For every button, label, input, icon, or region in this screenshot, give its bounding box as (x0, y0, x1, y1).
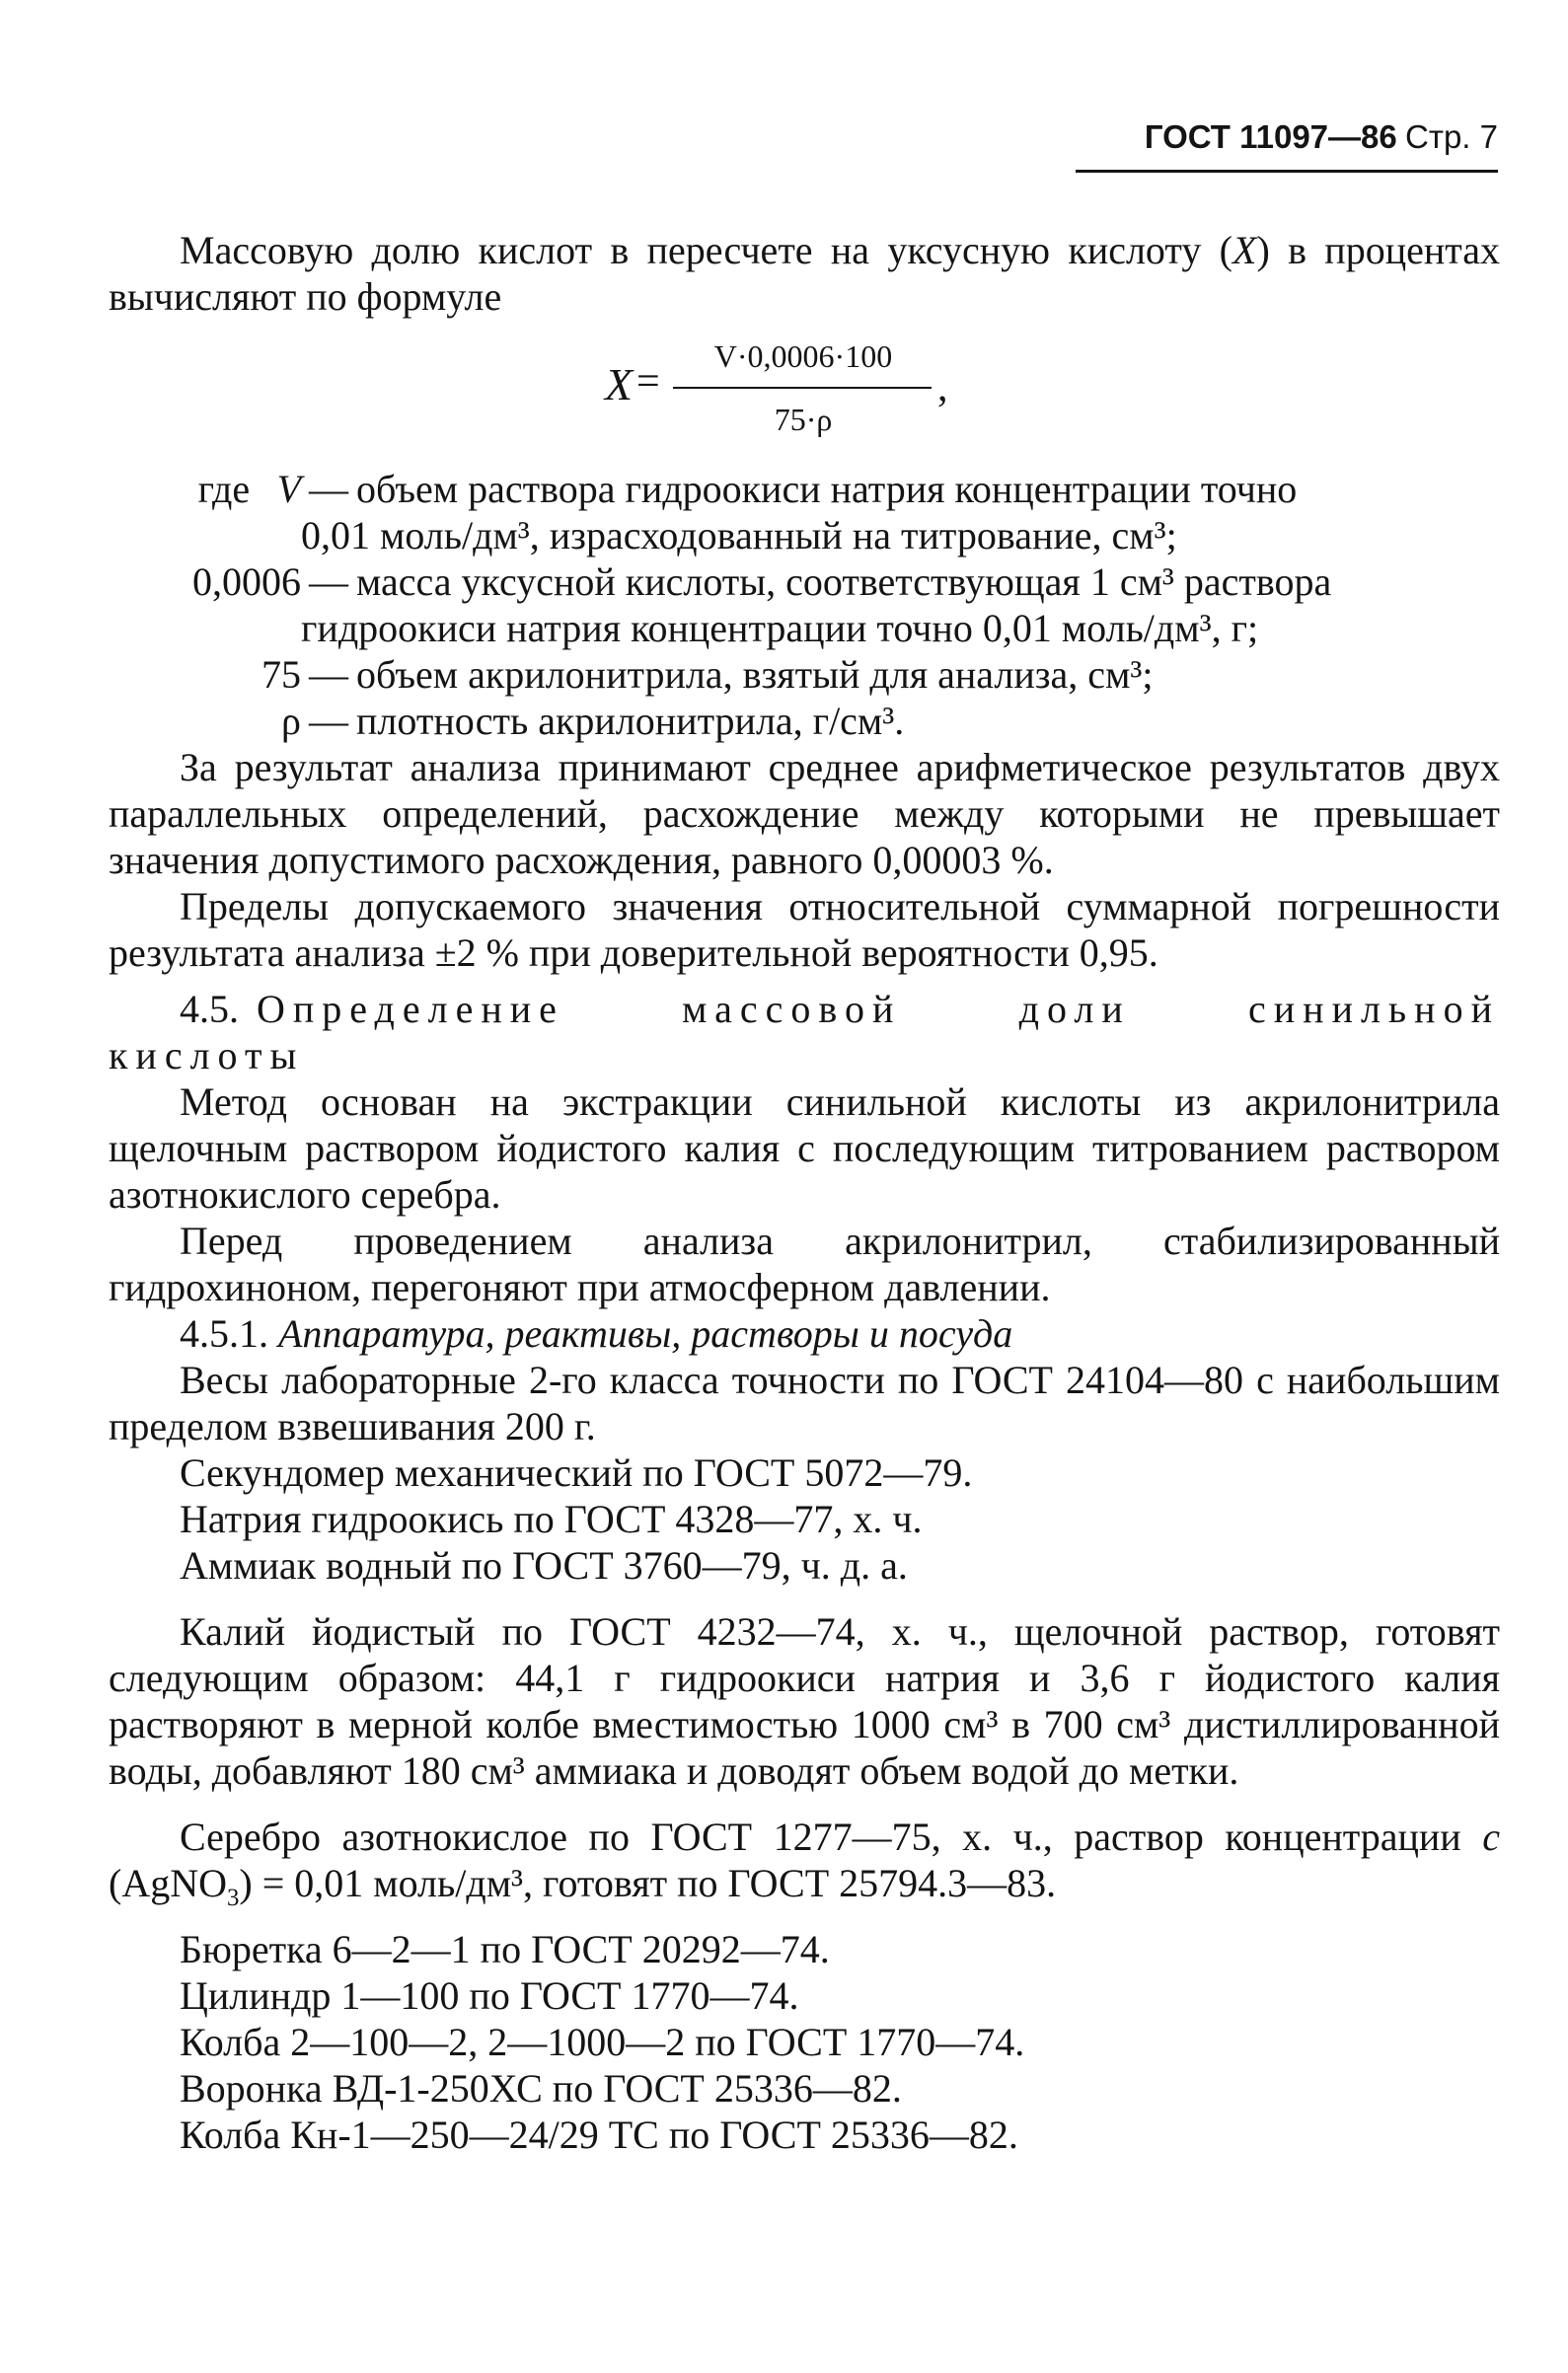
section-title-word: Определение (257, 987, 564, 1031)
item-sekundomer: Секундомер механический по ГОСТ 5072—79. (180, 1450, 973, 1495)
page-header (1076, 118, 1498, 180)
legend-row-rho: ρ — плотность акрилонитрила, г/см³. (109, 698, 1500, 744)
formula-comma: , (937, 365, 948, 410)
legend-text: плотность акрилонитрила, г/см³. (356, 699, 905, 743)
item-vesy: Весы лабораторные 2-го класса точности по ГОСТ 24104—80 с наибольшим пределом взвешивания 200 г. (109, 1358, 1500, 1448)
item-kaliy: Калий йодистый по ГОСТ 4232—74, х. ч., щелочной раствор, готовят следующим образом: 44,1 г гидроокиси натрия и 3,6 г йодистого калия растворяют в мерной колбе вместимостью 1000 см³ в 700 см³ дистиллированной воды, добавляют 180 см³ аммиака и доводят объем водой до метки. (109, 1609, 1500, 1793)
fraction-bar (673, 387, 932, 389)
item-serebro: Серебро азотнокислое по ГОСТ 1277—75, х. ч., раствор концентрации c (AgNO$_3$) = 0,01 моль/дм³, готовят по ГОСТ 25794.3—83. (109, 1815, 1500, 1911)
intro-paragraph: Массовую долю кислот в пересчете на уксусную кислоту (X) в процентах вычисляют по формуле (109, 228, 1500, 319)
legend-row-v: где V — объем раствора гидроокиси натрия концентрации точно (109, 466, 1500, 512)
formula-equals: = (636, 359, 660, 405)
item-natriy: Натрия гидроокись по ГОСТ 4328—77, х. ч. (180, 1497, 923, 1541)
legend-row-75: 75 — объем акрилонитрила, взятый для анализа, см³; (109, 651, 1500, 698)
formula-lhs: X (605, 359, 634, 409)
legend-where: где (197, 467, 251, 511)
legend-symbol: 0,0006 (192, 559, 301, 604)
section-title-word: массовой (682, 987, 902, 1031)
formula-legend (109, 466, 1500, 744)
legend-symbol: 75 (261, 652, 301, 697)
formula-denominator: 75·ρ (774, 402, 833, 437)
item-voronka: Воронка ВД-1-250ХС по ГОСТ 25336—82. (180, 2066, 902, 2111)
paragraph-method: Метод основан на экстракции синильной кислоты из акрилонитрила щелочным раствором йодистого калия с последующим титрованием раствором азотнокислого серебра. (109, 1079, 1500, 1217)
paragraph-before: Перед проведением анализа акрилонитрил, стабилизированный гидрохиноном, перегоняют при атмосферном давлении. (109, 1219, 1500, 1309)
section-4-5-1-heading (109, 1310, 1500, 1357)
section-number: 4.5. (180, 987, 239, 1031)
doc-code: ГОСТ 11097—86 (1144, 118, 1397, 155)
formula (109, 334, 1500, 454)
section-title: Аппаратура, реактивы, растворы и посуда (278, 1311, 1013, 1356)
item-tsilindr: Цилиндр 1—100 по ГОСТ 1770—74. (180, 1973, 799, 2018)
legend-row-mass: 0,0006 — масса уксусной кислоты, соответствующая 1 см³ раствора (109, 558, 1500, 605)
header-rule (1076, 170, 1498, 173)
header-text (1145, 118, 1498, 157)
legend-continuation: 0,01 моль/дм³, израсходованный на титрование, см³; (301, 513, 1177, 557)
legend-continuation: гидроокиси натрия концентрации точно 0,01 моль/дм³, г; (301, 606, 1259, 650)
legend-text: объем акрилонитрила, взятый для анализа, см³; (356, 652, 1154, 697)
item-ammiak: Аммиак водный по ГОСТ 3760—79, ч. д. а. (180, 1543, 908, 1588)
legend-symbol: V (276, 467, 301, 511)
legend-text: масса уксусной кислоты, соответствующая 1 см³ раствора (356, 559, 1332, 604)
item-kolba-2: Колба Кн-1—250—24/29 ТС по ГОСТ 25336—82. (180, 2113, 1018, 2157)
paragraph-result: За результат анализа принимают среднее арифметическое результатов двух параллельных определений, расхождение между которыми не превышает значения допустимого расхождения, равного 0,00003 %. (109, 745, 1500, 882)
section-title-word: доли (1018, 987, 1131, 1031)
item-byuretka: Бюретка 6—2—1 по ГОСТ 20292—74. (180, 1927, 830, 1971)
item-kolba-1: Колба 2—100—2, 2—1000—2 по ГОСТ 1770—74. (180, 2020, 1025, 2064)
section-number: 4.5.1. (180, 1311, 268, 1356)
section-title-word: синильной (1248, 987, 1500, 1031)
legend-text: объем раствора гидроокиси натрия концентрации точно (356, 467, 1298, 511)
formula-numerator: V·0,0006·100 (713, 338, 893, 374)
legend-symbol: ρ (281, 699, 301, 743)
page-number: Стр. 7 (1405, 118, 1498, 155)
document-body (109, 227, 1500, 2158)
var-x: X (1232, 228, 1257, 272)
section-title-end: кислоты (109, 1033, 305, 1077)
section-4-5-heading (109, 986, 1500, 1078)
paragraph-limits: Пределы допускаемого значения относительной суммарной погрешности результата анализа ±2 % при доверительной вероятности 0,95. (109, 884, 1500, 975)
